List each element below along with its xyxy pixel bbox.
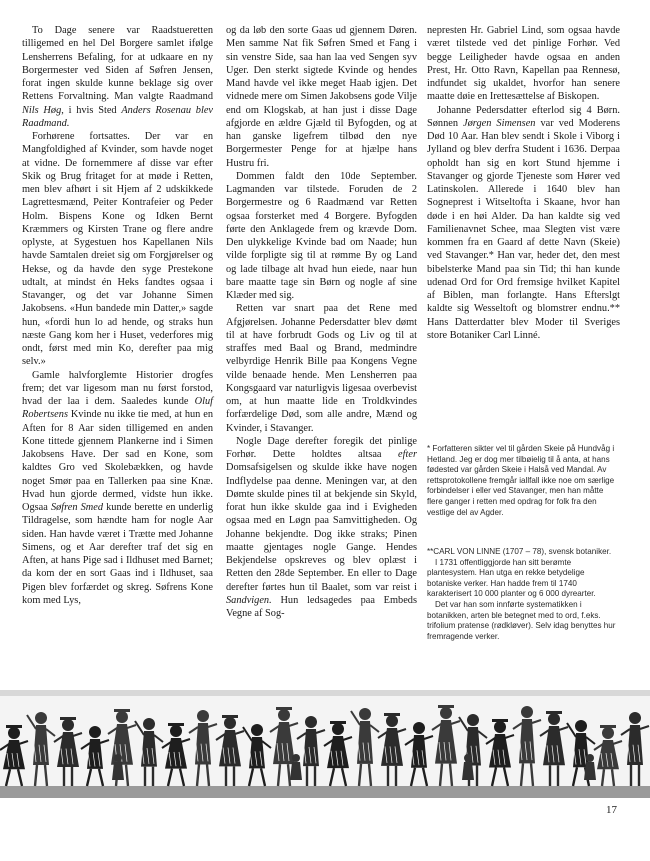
emphasis: Søfren Smed [50,502,104,513]
footnote-skeie [427,444,620,518]
paragraph: Nogle Dage derefter foregik det pinlige Forhør. Dette holdtes altsaa efter Domsafsigelsen og skulde ikke have nogen Indflydelse paa denne. Meningen var, at den Dømte skulde pines til at bekjende sin Skyld, forat hun ikke skulde gaa ind i Evigheden ogsaa med en Løgn paa Samvittigheden. Og Johanne bekjendte. Dog ikke straks; Pinen maatte gjentages nogle Gange. Hendes Bekjendelse opskreves og blev oplæst i Retten den 28de September. En eller to Dage derefter førtes hun til Baalet, som var reist i Sandvigen. Hun ledsagedes paa Embeds Vegne af Sog- [226,435,417,619]
paragraph: Forhørene fortsattes. Der var en Mangfoldighed af Kvinder, som havde noget at vidne. De fornemmere af disse var efter Skik og Brug fritaget for at møde i Retten, men blev afhørt i sit Hjem af 2 udskikkede Lagrettesmænd, Peiter Kontrafeier og Peder Holm. Bispens Kone og Idken Bernt Kræmmers og Kirsten Trane og flere andre oplyste, at Sygestuen hos Kapellanen Nils havde Samtalen dreiet sig om Forgjørelser og Hekse, og da havde den syge Prestekone udtalt, at mindst én Heks fandtes ogsaa i Stavanger, og det var Johanne Simen Jakobsens. «Hun bandede min Datter,» sagde hun, «fordi hun lo ad hende, og straks hun næste Gang kom her i Huset, vederfores mig ondt, først med min Ko, derefter paa mig selv.» [22,131,213,368]
footnote-text: Det var han som innførte systematikken i botanikken, arten ble betegnet med to ord, f.eks. trifolium pratense (rødkløver). Selv idag benyttes hur fremragende verker. [427,599,616,641]
footnote-heading: **CARL VON LINNE (1707 – 78), svensk botaniker. [427,547,612,556]
footnote-linne [427,547,620,642]
paragraph: nepresten Hr. Gabriel Lind, som ogsaa havde været tilstede ved det pinlige Forhør. Ved begge Leiligheder havde ogsaa en anden Prest, Hr. Otto Ravn, Kapellan paa Rennesø, indfundet sig ukaldet, hvorfor han senere maatte døie en Irettesættelse af Biskopen. [427,25,620,103]
page-number: 17 [606,804,617,816]
woodcut-frieze-illustration [0,690,650,798]
paragraph: Gamle halvforglemte Historier drogfes frem; det var ligesom man nu først forstod, hvad der laa i dem. Saaledes kunde Oluf Robertsens Kvinde nu ikke tie med, at hun en Aften for 8 Aar siden tilligemed en anden Kone tittede gjennem Plankerne ind i Simen Jakobsens Have. Der sad en Kone, som kaldtes Gro ved Skolebækken, og havde noget Smør paa en Tallerken paa sine Knæ. Hvad hun gjorde dermed, vidste hun ikke. Ogsaa Søfren Smed kunde berette en underlig Tildragelse, som hændte ham for nogle Aar siden. Han havde været i Trætte med Johanne Simens, og et Aar derefter traf det sig en Aften, at hans Pige sad i Ildhuset med Barnet; da kom der en sort Gaas ind i Ildhuset, saa Pigen blev forfærdet og skreg. Søfrens Kone kom med Lys, [22,369,213,606]
paragraph: og da løb den sorte Gaas ud gjennem Døren. Men samme Nat fik Søfren Smed et Fang i sin venstre Side, saa han laa ved Sengen syv Uger. Den sterkt sigtede Kvinde og hendes Mand havde vel ikke meget Haab igjen. Det vidnede mere om Simen Jakobsens gode Vilje end om Klogskab, at han just i disse Dage afgjorde en ældre Gjæld til Byfogden, og at han ganske ligefrem tilbød den nye Borgermester Penge for at hjælpe hans Hustru fri. [226,25,417,169]
emphasis: Nils Høg [22,104,62,116]
paragraph: Dommen faldt den 10de September. Lagmanden var tilstede. Foruden de 2 Borgermestre og 6 Raadmænd var Retten ogsaa forsterket med 4 Borgere. Byfogden førte den Anklagede frem og krævde Dom. Den ulykkelige Kvinde bad om Naade; hun vilde forpligte sig til at rømme By og Land og lade tilbage alt hvad hun eiede, naar hun bare maatte tage sin Børn og nogle af sine Klæder med sig. [226,170,417,301]
emphasis: Oluf Robertsens [22,396,213,421]
paragraph: Retten var snart paa det Rene med Afgjørelsen. Johanne Pedersdatter blev dømt til at have forbrudt Gods og Liv og til at straffes med Baal og Brand, medmindre velbyrdige Henrik Bille paa Kongens Vegne vilde benaade hende. Men Lensherren paa Kongsgaard var naturligvis ligesaa overbevist om, at hun maatte lide en Troldkvindes forfærdelige Død, som alle andre, Mænd og Kvinder, i Stavanger. [226,303,417,434]
footnote-text: * Forfatteren sikter vel til gården Skeie på Hundvåg i Hetland. Jeg er dog mer tilbøielig til å anta, at hans fødested var gården Skeie i Halså ved Mandal. Av rettsprotokollene fremgår iallfall ikke noe om særlige forbindelser i eller ved Stavanger, men han måtte flere ganger i retten med opdrag for folk fra den vestlige del av Agder. [427,444,615,517]
dancing-figures-woodcut [0,690,650,798]
text-column-1 [22,24,213,607]
emphasis: Jørgen Simensen [463,117,536,129]
paragraph: Johanne Pedersdatter efterlod sig 4 Børn. Sønnen Jørgen Simensen var ved Moderens Død 10 Aar. Han blev sendt i Skole i Viborg i Jylland og blev derfra Student i 1636. Derpaa opholdt han sig en kort Stund hjemme i Stavanger og gjorde Tjeneste som Hører ved Latinskolen. Allerede i 1640 blev han Sogneprest i Witseltofta i Skaane, hvor han døde i en høi Alder. Da han kaldte sig ved Familienavnet Schee, maa Slegten vist være kommen fra en Gaard af dette Navn (Skeie) ved Stavanger.* Han var, heder det, den mest bibelsterke Mand paa sin Tid; thi han kunde udenad Ord for Ord fremsige hvilket Kapitel af Biblen, man forlangte. Hans Efterslgt kaldte sig Wesseltoft og blomstrer endnu.** Hans Datterdatter blev Moder til Sveriges store Botaniker Carl Linné. [427,104,620,341]
paragraph: To Dage senere var Raadstueretten tilligemed en hel Del Borgere samlet ifølge Lensherrens Befaling, for at udkaare en ny Borgermester ved Siden af Søfren Jensen, forat ingen skulde kunne beklage sig over Rettens Forvaltning. Man valgte Raadmand Nils Høg, i hvis Sted Anders Rosenau blev Raadmand. [22,25,214,129]
text-column-3 [427,24,620,342]
emphasis: Sandvigen. [226,594,272,606]
footnote-text: I 1731 offentliggjorde han sitt berømte plantesystem. Han utga en rekke betydelige botaniske verker. Han hadde frem til 1740 karakterisert 10 000 planter og 6 000 dyrearter. [427,557,596,599]
emphasis: efter [398,449,417,460]
text-column-2 [226,24,417,620]
emphasis: Anders Rosenau blev Raadmand. [22,104,214,129]
